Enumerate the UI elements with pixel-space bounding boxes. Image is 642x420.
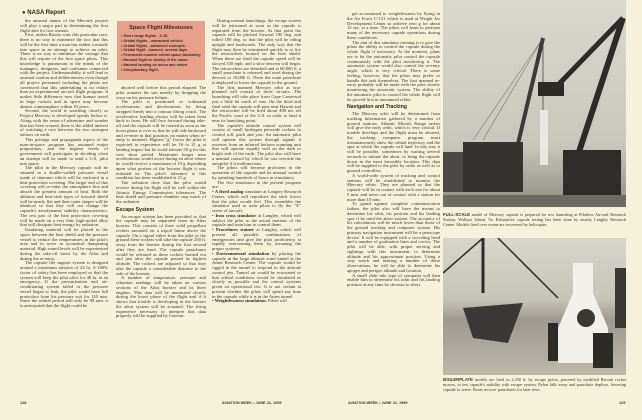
milestone-text: Permanent manned orbital space laboratory. [123,53,202,58]
milestone-text: Manned landing on moon and return. [123,62,189,67]
milestone-text: Orbital flights - unmanned vehicle. [123,38,184,43]
article-column-4 [347,12,440,393]
escape-system-heading: Escape System [116,206,155,213]
milestone-item: • Manned flight to vicinity of the moon. [121,57,189,62]
article-column-3 [212,19,301,397]
simulator-name: A fixed analog [214,189,244,194]
milestone-text: Short range flights - X-15. [123,34,169,38]
caption-text: model of Mercury capsule is prepared for test launching at Pilotless Aircraft Research Station, Wallops Island, Va. Exhaustive capsule testing has been done by nearby Langley Research Center. Models fired over ocean are recovered by helicopter. [443,212,626,227]
photo-boilerplate-capsule [443,238,626,375]
simulator-text: simulator at Langley Research Center, which will reproduce the stick forces that the pilot would feel. This resembles the simulator used to train pilots to fly the "X" series of aircraft. [212,189,301,213]
milestone-item: • Orbital flight - manned, several days. [121,48,188,53]
paragraph: The aim of this simulator training is to give the pilots the ability to control the capsule during the whole flight if necessary. At the moment, plans are to let the automatic pilot control the capsule continuously with the pilot monitoring it. The automatic system would also control the re-entry angle, which is very critical. There is some feeling, however, that the pilots may prefer to handle this task themselves. The first manned re-entry probably will be made with the pilot closely monitoring the automatic system. The ability of the automatic pilot to control the whole flight will be proved first in unmanned orbits. [347,39,440,102]
milestone-item: • Manned landing on moon and return. [121,62,189,67]
paragraph: The pilot is positioned to withstand accelerations and decelerations by being strapped firmly into a contour fitting couch. The accelerative loading always will be taken from back to front. He will face forward during take-off and the capsule will be rotated as soon as the boost phase is over so that he will ride backward and re-enter in that position, no matter when re-entry is initiated. Highest "g" forces the pilot is expected to experience will be 16 to 21 g at landing impact but he could tolerate 50 g for this very short period. Maximum longer term accelerations would occur during an abort where he would receive a maximum of 19 g depending upon what portion of the booster flight it was initiated in. The pilot's tolerance to this condition has been established at 21 g. [116,99,206,181]
milestones-list [121,34,205,72]
paragraph: The first manned Mercury orbit as now planned will consist of three circuits. The launching will take place from Cape Canaveral just a little bit north of east. On the third and final orbit the capsule will pass near Hawaii and the retrorocket will be fired about 400 mi. off the Pacific coast of the U.S. in order to land it near its launching point. [212,84,301,123]
paragraph: A world-wide system of tracking and control stations will be established to monitor the Mercury orbits. They are planned so that the capsule will be in contact with each one for about 5 min. and never out of contact with a station for more than 10 min. [347,172,440,202]
article-column-1 [20,19,108,397]
navigation-heading: Navigation and Tracking [347,104,407,111]
capsule-illustration [443,238,626,375]
publication-line-right: AVIATION WEEK • JUNE 22, 1959 [348,401,408,405]
paragraph: get accustomed to weightlessness by flying in the Air Force C-131 which is used at Wright Air Development Center to achieve zero g for about 15 sec. at a time. The pilots will learn to perform many of the necessary capsule operations during these conditions. [347,12,440,40]
paragraph: Second, the world is watching closely as Project Mercury is developed openly before it. Along with the sense of adventure and wonder that has been created, there is the added interest of watching a race between the two strongest nations on earth. [20,108,108,137]
paragraph: First, unless Russia wins this particular race, there is no way to minimize the fact that this will be the first time a man has ridden a missile into space in an attempt to achieve an orbit. There is no way to minimize the courage that this will require of the first space pilots. This knowledge is paramount in the minds of the managers, designers, and craftsmen connected with the project. Understandably, it will lead to unusual caution and deliberateness even though all project personnel including the pilots are convinced that this undertaking is no riskier than an experimental aircraft flight program. It makes little difference now that human travel in large rockets and in space may become almost commonplace within 10 years. [20,32,108,109]
milestone-item: • Orbital flights - advanced concepts. [121,43,186,48]
section-header [22,10,65,16]
paragraph: The capsule's attitude control system will consist of small hydrogen peroxide rockets to control roll, pitch and yaw. An automatic pilot will operate this system through signals it receives from an infrared horizon scanning unit that will operate equally well on the dark or bright side of the earth. The pilot also will have a manual control by which he can override the autopilot if it malfunctions. [212,122,301,166]
simulator-name: Environmental simulation [216,250,270,256]
paragraph: the unusual nature of the Mercury project will play a major part in determining the first flight date for two reasons. [20,19,108,33]
publication-line-left: AVIATION WEEK • JUNE 22, 1959 [222,401,282,405]
paragraph: The radiation dose that the pilot would receive during his flight will be well within the Atomic Energy Commission tolerances. The heat shield and pressure chamber stop much of the radiation. [116,180,206,204]
paragraph: The pilot in the Mercury capsule will be situated in a double-walled pressure vessel made of titanium which will be enclosed in a heat protection covering. The larger end of this covering will re-enter the atmosphere first and absorb the greatest amount of heat. Both the ablation and heat-sink types of forward shield will be nearly flat and their outer shapes will be identical so that they will not change the capsule's aerodynamic stability characteristics. The rest part of the heat protection covering will be made on a very thin, high-nickel alloy that will dissipate heat energy by radiation. [20,165,108,228]
section-title: NASA Report [27,10,66,16]
paragraph: An escape system has been provided so that the capsule may be separated from its Atlas booster. This consists of three solid propellant rockets mounted on a tripod frame above the capsule. On a signal either from the pilot or the ground these rockets will take the capsule 250 ft. away from the booster during the first second after they are fired. The capsule parachutes would be released as these rockets burned out and just after the capsule passed its highest altitude. The rockets are adjusted so that they take the capsule a considerable distance to the side of the booster. [116,213,206,276]
milestone-text: Orbital flights - advanced concepts. [123,43,186,48]
paragraph: During normal launchings, the escape system will be jettisoned as soon as the capsule is separated from the booster. At that point the capsule will be pitched forward 180 deg. and rolled 180 deg. so that the pilot will be riding upright and backwards. The only way that the flight may then be terminated quickly is to fire the retrorockets located on the heat shield. When these are fired the capsule speed will be slowed 350 mph. and a slow descent will begin. The retrorockets are detached and at 60,000 ft. a small parachute is released and used during the descent to 10,000 ft. There the main parachute is deployed to lower the capsule to the ground. [212,19,301,85]
crane-illustration [443,0,626,207]
article-column-2 [116,86,206,397]
simulator-name: Procedures trainer [215,227,255,232]
simulator-name: Weightlessness simulation. [214,298,267,304]
milestones-title: Space Flight Milestones [129,25,193,31]
paragraph: This prestige and propaganda aspect of the man-in-space program has assumed major proportions, and the highest levels of government will participate in deciding when an attempt will be made to send a U.S. pilot into space. [20,136,108,166]
milestone-text: Manned flight to vicinity of the moon. [123,57,189,62]
paragraph: A small slide rule type of computer will then enable him to determine his orbit and his landing position at any time he chooses to abort. [347,272,440,287]
simulator-item: • Environmental simulation by placing the capsule in the large altitude wind tunnel at the Ames Research Center. The capsule would be rigged in the tunnel to respond to the attitude control jets. Tunnel air would be evacuated so that orbital conditions would be simulated as closely as possible and the control systems given an operational test. It is not certain at present whether the pilots will spend any time in the capsule while it is in the Ames tunnel. [212,250,301,299]
caption-lead: BOILERPLATE [443,377,473,382]
simulator-text: at Langley, which will present all possible combinations of emergencies and give the pilot proficiency at rapidly overcoming them by actuating the proper systems. [212,227,301,251]
caption-text: models are fired to 2,250 ft. by escape pylon, powered by modified Recruit rocket motors, to test capsule's stability with escape system. Pylon falls away and parachute deploys, lowering capsule to water. Boats recover parachutes for later tests. [443,377,626,392]
milestone-item: • Interplanetary flight. [121,67,159,72]
bullet-icon: ● [22,10,26,16]
simulator-item: • Weightlessness simulation. Pilots will [212,298,287,304]
milestones-box [117,21,205,80]
simulator-item: • Iron cross simulator at Langley, which will subject the pilot to the actual motions of the capsule and train him to control them. [212,212,301,228]
photo-crane-launch [443,0,626,207]
paragraph: To guard against complete communication failure, the pilot also will have the means to determine his orbit, his position and his landing spot if he used the abort system. The accuracy of his calculations will be much lower than those of the ground tracking and computer system. His primary navigation instrument will be a periscope device. It will be equipped with a swiveling head and a number of graduation lines and circles. The pilot will be able, with proper zeroing and sightings with this instrument, to determine altitude and his approximate position. Using a stop watch and making a number of these observations, he will be able to determine his apogee and perigee altitude and location. [347,201,440,273]
simulator-item: • Procedures trainer at Langley, which will present all possible combinations of emergencies and give the pilot proficiency at rapidly overcoming them by actuating the proper systems. [212,227,301,251]
milestone-item: • Short range flights - X-15. [121,34,169,38]
paragraph: The five simulators in the present program are: [212,179,301,190]
page-number-left: 128 [20,401,27,405]
page-number-right: 129 [619,401,626,405]
milestone-text: Orbital flight - manned, several days. [123,48,188,53]
paragraph: The capsule life support system is designed around a maximum mission of 24 hr. A 100% factor of safety has been employed so that the system will keep the pilot alive for 48 hr. in an emergency. If the pressurization and air-conditioning system failed or the pressure vessel began to leak, the pilot would have full protection from his pressure suit for 120 min. Since the orbital period will only be 90 min. it is anticipated that the flight could be [20,260,108,308]
photo-caption-2 [443,377,626,392]
photo-caption-1 [443,212,626,227]
simulator-text: at Langley, which will subject the pilot to the actual motions of the capsule and train him to control them. [212,212,301,228]
milestone-text: Interplanetary flight. [123,67,159,72]
paragraph: The pilots will become proficient in the operation of the capsule and its manual control by spending hundreds of hours in simulators. [212,165,301,180]
paragraph: Insulating material will be placed in the space between the heat shield and the pressure vessel to reduce the temperatures in the pilot's area and to serve as acoustical dampening material. High sound levels will be experienced during the take-off boost by the Atlas and during the re-entry. [20,227,108,261]
paragraph: A number of temperature, pressure and vibration readings will be taken on various sections of the Atlas booster and its three engines. This data will be monitored closely during the boost phase of the flight and if it shows that trouble is developing in the booster the abort system will be actuated. The firing experience necessary to interpret this data properly will be supplied by Convair. [116,275,206,319]
paragraph: The Mercury orbit will be determined from tracking information gathered by a number of ground stations. Atlantic Missile Range radars will give the early orbit, which is very critical. If trouble develops and the flight must be aborted, the tracking computer program must instantaneously show the orbital trajectory and the spot at which the capsule will land. In this way it will be possible, sometimes by waiting several seconds to initiate the abort, to bring the capsule down in the most favorable location. This data will be supplied to the pilot by radio as well as to ground controllers. [347,111,440,173]
simulator-item: • A fixed analog simulator at Langley Research Center, which will reproduce the stick forces that the pilot would feel. This resembles the simulator used to train pilots to fly the "X" series of aircraft. [212,189,301,213]
paragraph: aborted well before this period elapsed. The pilot actuates his suit merely by dropping the visor on his pressure helmet. [116,86,206,100]
caption-lead: FULL-SCALE [443,212,470,217]
simulator-name: Iron cross simulator [215,212,257,218]
simulator-text: Pilots will [268,298,287,304]
simulator-text: by placing the capsule in the large altitude wind tunnel at the Ames Research Center. The capsule would be rigged in the tunnel to respond to the attitude control jets. Tunnel air would be evacuated so that orbital conditions would be simulated as closely as possible and the control systems given an operational test. It is not certain at present whether the pilots will spend any time in the capsule while it is in the Ames tunnel. [212,250,301,299]
milestone-item: • Orbital flights - unmanned vehicle. [121,38,184,43]
milestone-item: • Permanent manned orbital space laboratory. [121,53,202,58]
